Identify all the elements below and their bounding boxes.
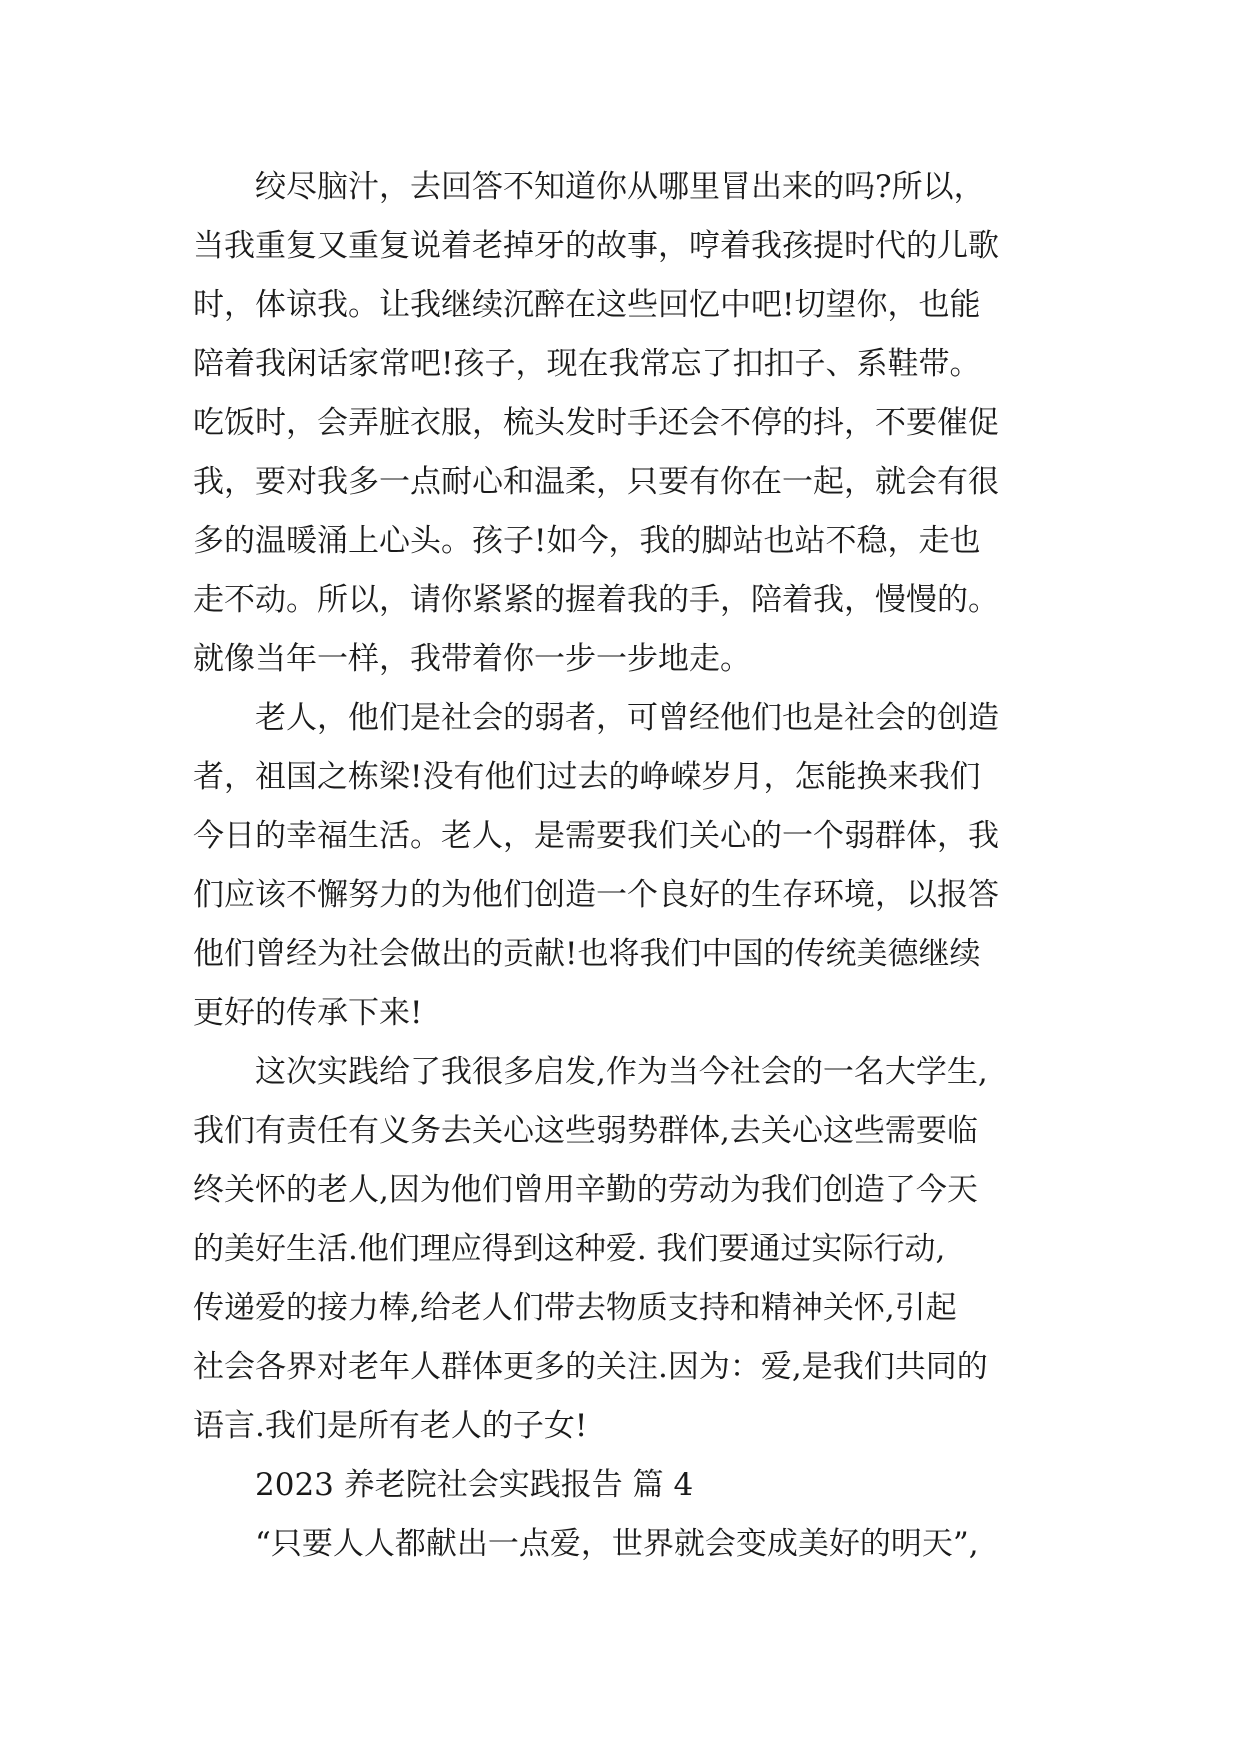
document-body — [193, 158, 1073, 1574]
text-line: 的美好生活.他们理应得到这种爱. 我们要通过实际行动, — [193, 1231, 946, 1267]
text-line: 绞尽脑汁，去回答不知道你从哪里冒出来的吗?所以， — [255, 169, 985, 205]
text-line: 今日的幸福生活。老人，是需要我们关心的一个弱群体，我 — [193, 818, 999, 854]
text-line: 终关怀的老人,因为他们曾用辛勤的劳动为我们创造了今天 — [193, 1172, 978, 1208]
text-line: 多的温暖涌上心头。孩子!如今，我的脚站也站不稳，走也 — [193, 523, 981, 559]
text-line: 陪着我闲话家常吧!孩子，现在我常忘了扣扣子、系鞋带。 — [193, 346, 981, 382]
text-line: 我们有责任有义务去关心这些弱势群体,去关心这些需要临 — [193, 1113, 978, 1149]
text-line: 者，祖国之栋梁!没有他们过去的峥嵘岁月，怎能换来我们 — [193, 759, 981, 795]
text-line: “只要人人都献出一点爱，世界就会变成美好的明天”, — [255, 1526, 979, 1562]
text-line: 就像当年一样，我带着你一步一步地走。 — [193, 641, 751, 677]
text-line: 吃饭时，会弄脏衣服，梳头发时手还会不停的抖，不要催促 — [193, 405, 999, 441]
text-line: 老人，他们是社会的弱者，可曾经他们也是社会的创造 — [255, 700, 999, 736]
text-line: 这次实践给了我很多启发,作为当今社会的一名大学生, — [255, 1054, 988, 1090]
text-line: 走不动。所以，请你紧紧的握着我的手，陪着我，慢慢的。 — [193, 582, 999, 618]
section-heading: 2023 养老院社会实践报告 篇 4 — [255, 1467, 694, 1503]
text-line: 传递爱的接力棒,给老人们带去物质支持和精神关怀,引起 — [193, 1290, 957, 1326]
text-line: 当我重复又重复说着老掉牙的故事，哼着我孩提时代的儿歌 — [193, 228, 999, 264]
text-line: 时，体谅我。让我继续沉醉在这些回忆中吧!切望你，也能 — [193, 287, 981, 323]
paragraph-2 — [193, 689, 1073, 1043]
text-line: 们应该不懈努力的为他们创造一个良好的生存环境，以报答 — [193, 877, 999, 913]
paragraph-3 — [193, 1043, 1073, 1456]
text-line: 我，要对我多一点耐心和温柔，只要有你在一起，就会有很 — [193, 464, 999, 500]
text-line: 语言.我们是所有老人的子女! — [193, 1408, 588, 1444]
text-line: 社会各界对老年人群体更多的关注.因为：爱,是我们共同的 — [193, 1349, 988, 1385]
paragraph-1 — [193, 158, 1073, 689]
text-line: 他们曾经为社会做出的贡献!也将我们中国的传统美德继续 — [193, 936, 981, 972]
text-line: 更好的传承下来! — [193, 995, 423, 1031]
